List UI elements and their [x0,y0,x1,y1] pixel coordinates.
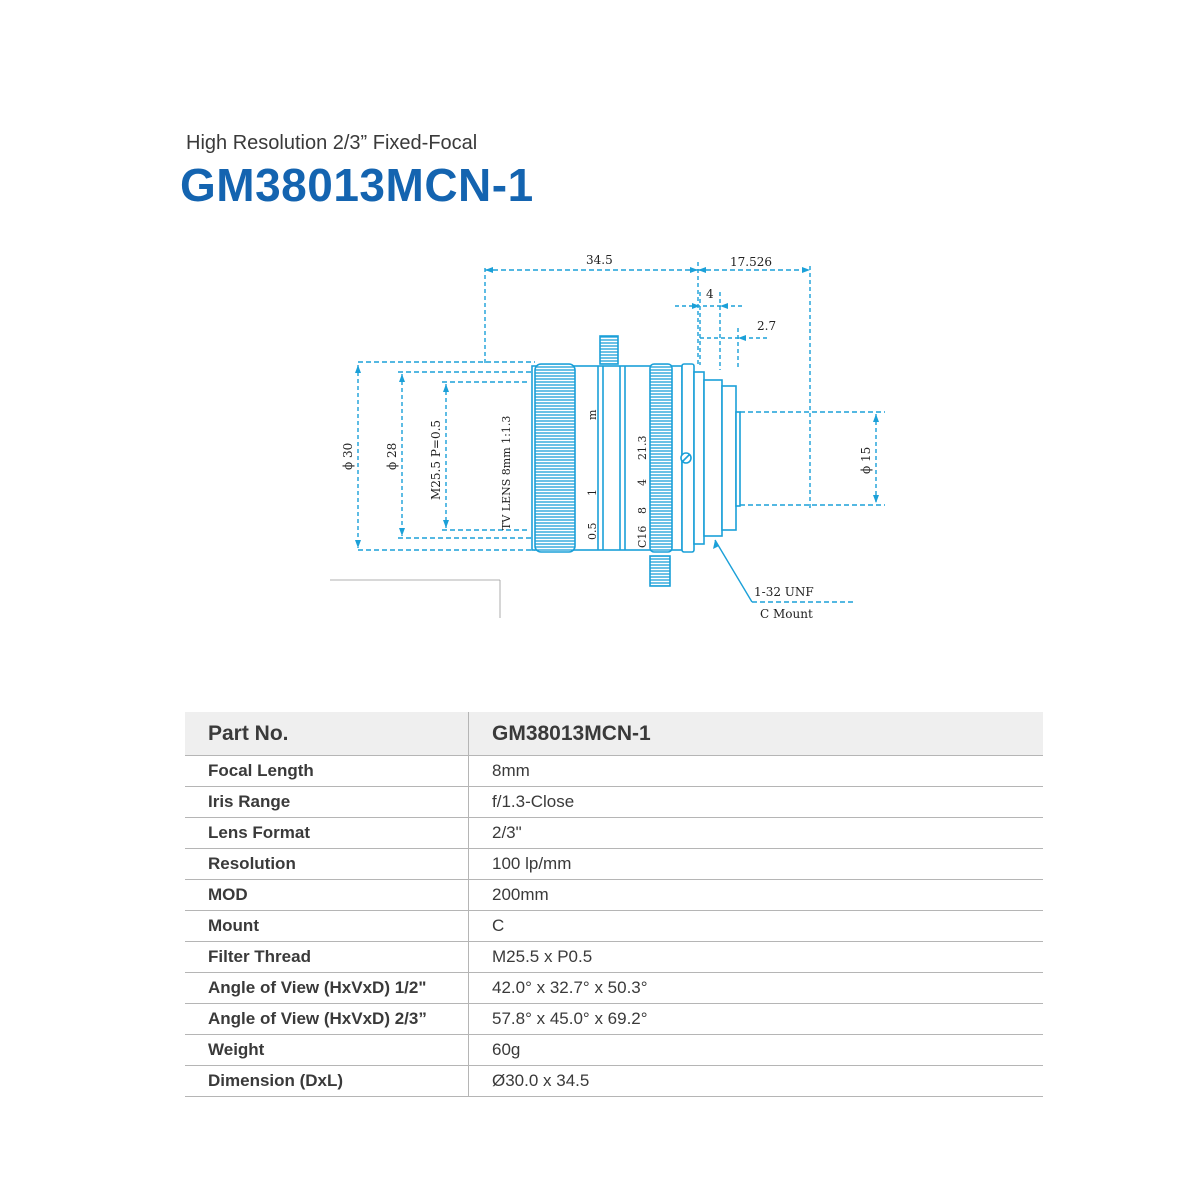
spec-value: 8mm [469,756,1044,787]
spec-label: Lens Format [185,818,469,849]
spec-value: 200mm [469,880,1044,911]
iris-scale-4: 4 [636,479,649,486]
spec-value: M25.5 x P0.5 [469,942,1044,973]
focus-scale-m: m [586,409,599,420]
spec-label: Resolution [185,849,469,880]
spec-value: 2/3" [469,818,1044,849]
product-subtitle: High Resolution 2/3” Fixed-Focal [186,132,478,154]
spec-value: 42.0° x 32.7° x 50.3° [469,973,1044,1004]
spec-label: Angle of View (HxVxD) 1/2" [185,973,469,1004]
spec-label: Weight [185,1035,469,1066]
spec-value: Ø30.0 x 34.5 [469,1066,1044,1097]
spec-value: f/1.3-Close [469,787,1044,818]
dim-phi15-label: ϕ 15 [859,446,873,474]
lens-marking-label: TV LENS 8mm 1:1.3 [500,415,513,530]
spec-label: Filter Thread [185,942,469,973]
focus-scale-0-5: 0.5 [586,522,599,540]
spec-label: Iris Range [185,787,469,818]
table-row [185,1004,1043,1035]
spec-header-row [185,712,1043,756]
lens-technical-drawing [320,240,900,630]
iris-scale-8: 8 [636,507,649,514]
table-row [185,787,1043,818]
dim-back-focal-label: 17.526 [730,255,772,269]
thread-label: 1-32 UNF [754,585,814,599]
spec-label: MOD [185,880,469,911]
table-row [185,880,1043,911]
spec-label: Focal Length [185,756,469,787]
spec-label: Angle of View (HxVxD) 2/3” [185,1004,469,1035]
focus-scale-1: 1 [586,489,599,496]
table-row [185,911,1043,942]
iris-scale-21-3: 21.3 [636,435,649,460]
iris-scale-c16: C16 [636,525,649,548]
dim-4-label: 4 [706,287,714,301]
product-title: GM38013MCN-1 [180,159,534,211]
table-row [185,1066,1043,1097]
dim-length-label: 34.5 [586,253,613,267]
spec-header-label: Part No. [185,712,469,756]
table-row [185,1035,1043,1066]
spec-label: Mount [185,911,469,942]
spec-header-value: GM38013MCN-1 [469,712,1044,756]
spec-table [185,712,1043,1097]
dim-2-7-label: 2.7 [757,319,777,333]
table-row [185,849,1043,880]
dim-filter-thread-label: M25.5 P=0.5 [429,419,443,500]
spec-value: 100 lp/mm [469,849,1044,880]
table-row [185,973,1043,1004]
spec-value: 57.8° x 45.0° x 69.2° [469,1004,1044,1035]
spec-value: 60g [469,1035,1044,1066]
table-row [185,942,1043,973]
table-row [185,756,1043,787]
dim-phi28-label: ϕ 28 [385,442,399,470]
spec-value: C [469,911,1044,942]
mount-label: C Mount [760,607,813,621]
spec-label: Dimension (DxL) [185,1066,469,1097]
dim-phi30-label: ϕ 30 [341,442,355,470]
table-row [185,818,1043,849]
